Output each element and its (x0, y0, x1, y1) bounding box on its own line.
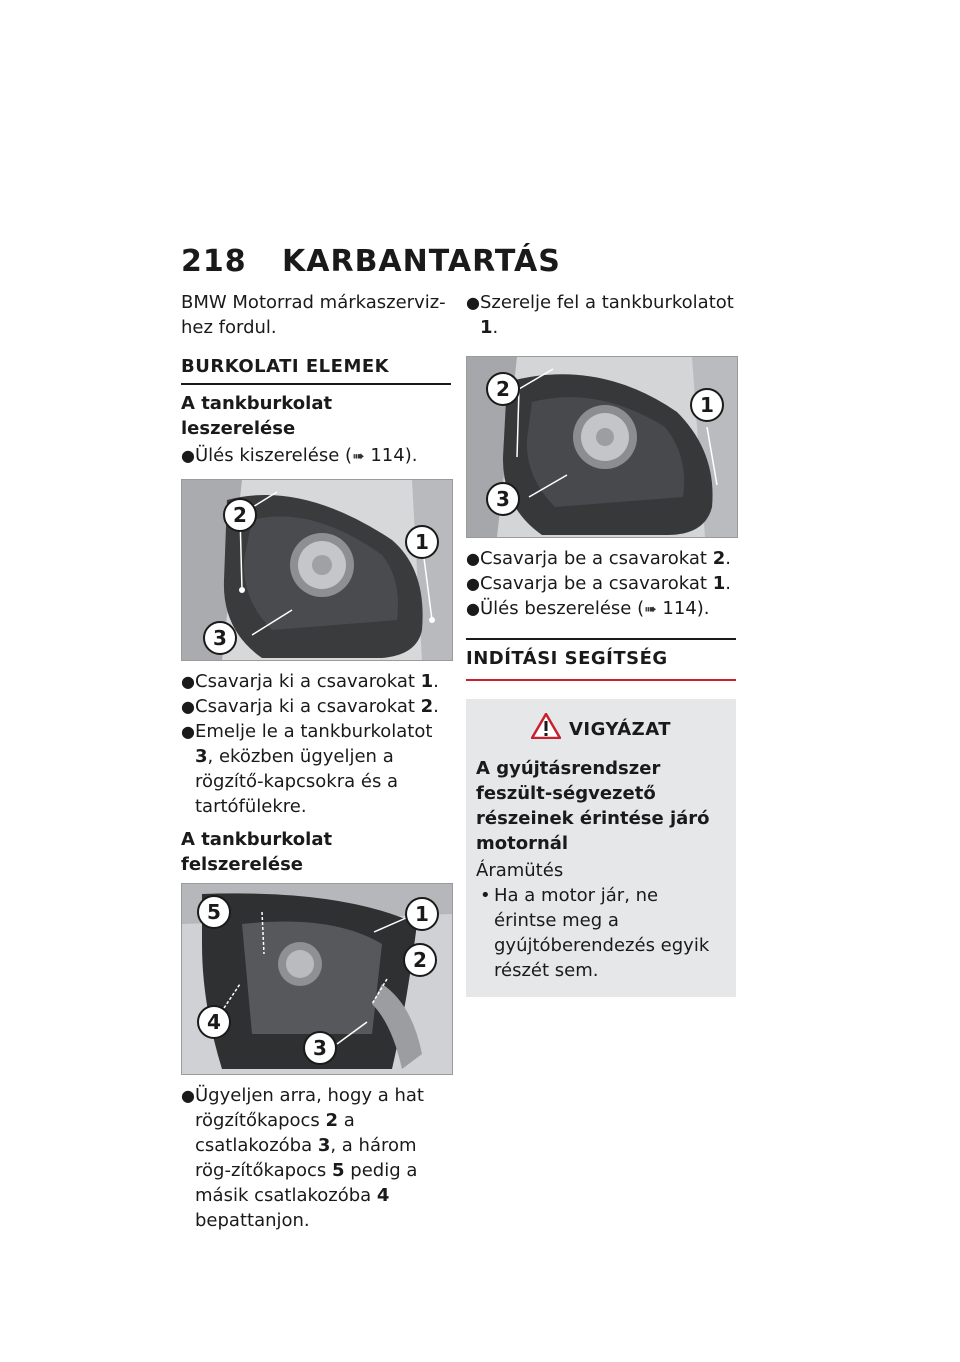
figure-tank-cover-removal (181, 479, 453, 661)
warning-subtitle: Áramütés (476, 860, 564, 881)
section-title-body-parts: BURKOLATI ELEMEK (181, 354, 451, 385)
list-item (181, 694, 451, 719)
list-item (466, 546, 736, 571)
warning-triangle-icon (531, 713, 561, 746)
warning-header (476, 713, 726, 746)
svg-text:3: 3 (496, 487, 510, 511)
list-item (466, 596, 736, 622)
step-text: Szerelje fel a tankburkolatot (480, 292, 734, 313)
list-item (181, 719, 451, 819)
page-heading: KARBANTARTÁS (282, 244, 561, 279)
step-end: . (725, 548, 731, 569)
removal-title: A tankburkolat leszerelése (181, 393, 333, 439)
callout-3 (487, 483, 519, 515)
right-column (466, 290, 736, 997)
step-text: Csavarja be a csavarokat (480, 573, 713, 594)
bullet-icon: ● (466, 549, 480, 568)
step-number: 3 (317, 1135, 331, 1156)
svg-text:3: 3 (313, 1036, 327, 1060)
warning-item-text: Ha a motor jár, ne érintse meg a gyújtóberendezés egyik részét sem. (494, 885, 710, 981)
svg-text:4: 4 (207, 1010, 221, 1034)
page-reference-link[interactable]: 114). (370, 445, 418, 466)
bullet-icon: ● (181, 672, 195, 691)
svg-text:2: 2 (496, 377, 510, 401)
step-text: Ügyeljen arra, hogy a hat rögzítőkapocs (195, 1085, 424, 1131)
step-text: Ülés kiszerelése ( (195, 445, 353, 466)
left-column (181, 290, 451, 1239)
svg-text:1: 1 (700, 393, 714, 417)
step-number: 1 (712, 573, 726, 594)
bullet-icon: ● (466, 599, 480, 618)
section-title-jump-start: INDÍTÁSI SEGÍTSÉG (466, 638, 736, 681)
step-number: 2 (420, 696, 434, 717)
bullet-icon: ● (181, 1086, 195, 1105)
step-number: 4 (376, 1185, 390, 1206)
install-steps (181, 1083, 451, 1233)
list-item (181, 669, 451, 694)
page-number: 218 (181, 244, 247, 279)
bullet-icon: ● (181, 722, 195, 741)
step-end: , eközben ügyeljen a rögzítő-kapcsokra és a tartófülekre. (195, 746, 399, 817)
step-end: . (433, 671, 439, 692)
step-text: Emelje le a tankburkolatot (195, 721, 433, 742)
bullet-icon: ● (466, 293, 480, 312)
page-reference-arrow-icon: ➠ (644, 600, 657, 618)
callout-2 (224, 499, 256, 531)
bullet-icon: • (480, 885, 491, 906)
list-item (466, 571, 736, 596)
list-item (466, 290, 736, 340)
step-number: 5 (332, 1160, 345, 1181)
step-text: Csavarja be a csavarokat (480, 548, 713, 569)
step-text: Csavarja ki a csavarokat (195, 671, 421, 692)
page-reference-link[interactable]: 114). (662, 598, 710, 619)
bullet-icon: ● (466, 574, 480, 593)
right-pre-steps (466, 290, 736, 340)
step-text: pedig a másik csatlakozóba (195, 1160, 418, 1206)
step-number: 2 (325, 1110, 339, 1131)
svg-text:2: 2 (413, 948, 427, 972)
callout-5 (198, 896, 230, 928)
step-number: 2 (712, 548, 726, 569)
right-steps (466, 546, 736, 622)
step-text: Csavarja ki a csavarokat (195, 696, 421, 717)
warning-title: A gyújtásrendszer feszült-ségvezető részeinek érintése járó motornál (476, 758, 710, 854)
step-text: , a három rög-zítőkapocs (195, 1135, 417, 1181)
svg-text:5: 5 (207, 900, 221, 924)
removal-pre-steps (181, 443, 451, 469)
step-end: . (725, 573, 731, 594)
figure-tank-cover-screws (466, 356, 738, 538)
warning-label: VIGYÁZAT (568, 719, 672, 740)
step-number: 1 (480, 317, 493, 338)
install-title: A tankburkolat felszerelése (181, 829, 333, 875)
svg-text:3: 3 (213, 626, 227, 650)
step-end: . (433, 696, 439, 717)
list-item (181, 443, 451, 469)
warning-box (466, 699, 736, 997)
svg-text:2: 2 (233, 503, 247, 527)
removal-steps (181, 669, 451, 819)
callout-3 (304, 1032, 336, 1064)
list-item (476, 883, 726, 983)
bullet-icon: ● (181, 697, 195, 716)
callout-1 (406, 526, 438, 558)
intro-text: BMW Motorrad márkaszerviz-hez fordul. (181, 292, 446, 338)
list-item (181, 1083, 451, 1233)
step-text: bepattanjon. (195, 1210, 310, 1231)
callout-1 (406, 898, 438, 930)
warning-list (476, 883, 726, 983)
step-text: a csatlakozóba (195, 1110, 355, 1156)
callout-2 (404, 944, 436, 976)
callout-3 (204, 622, 236, 654)
svg-text:1: 1 (415, 530, 429, 554)
callout-4 (198, 1006, 230, 1038)
bullet-icon: ● (181, 446, 195, 465)
step-number: 3 (195, 746, 208, 767)
step-number: 1 (420, 671, 434, 692)
step-text: Ülés beszerelése ( (480, 598, 645, 619)
callout-1 (691, 389, 723, 421)
figure-tank-cover-install (181, 883, 453, 1075)
svg-text:1: 1 (415, 902, 429, 926)
step-end: . (492, 317, 499, 338)
page-reference-arrow-icon: ➠ (352, 447, 365, 465)
callout-2 (487, 373, 519, 405)
